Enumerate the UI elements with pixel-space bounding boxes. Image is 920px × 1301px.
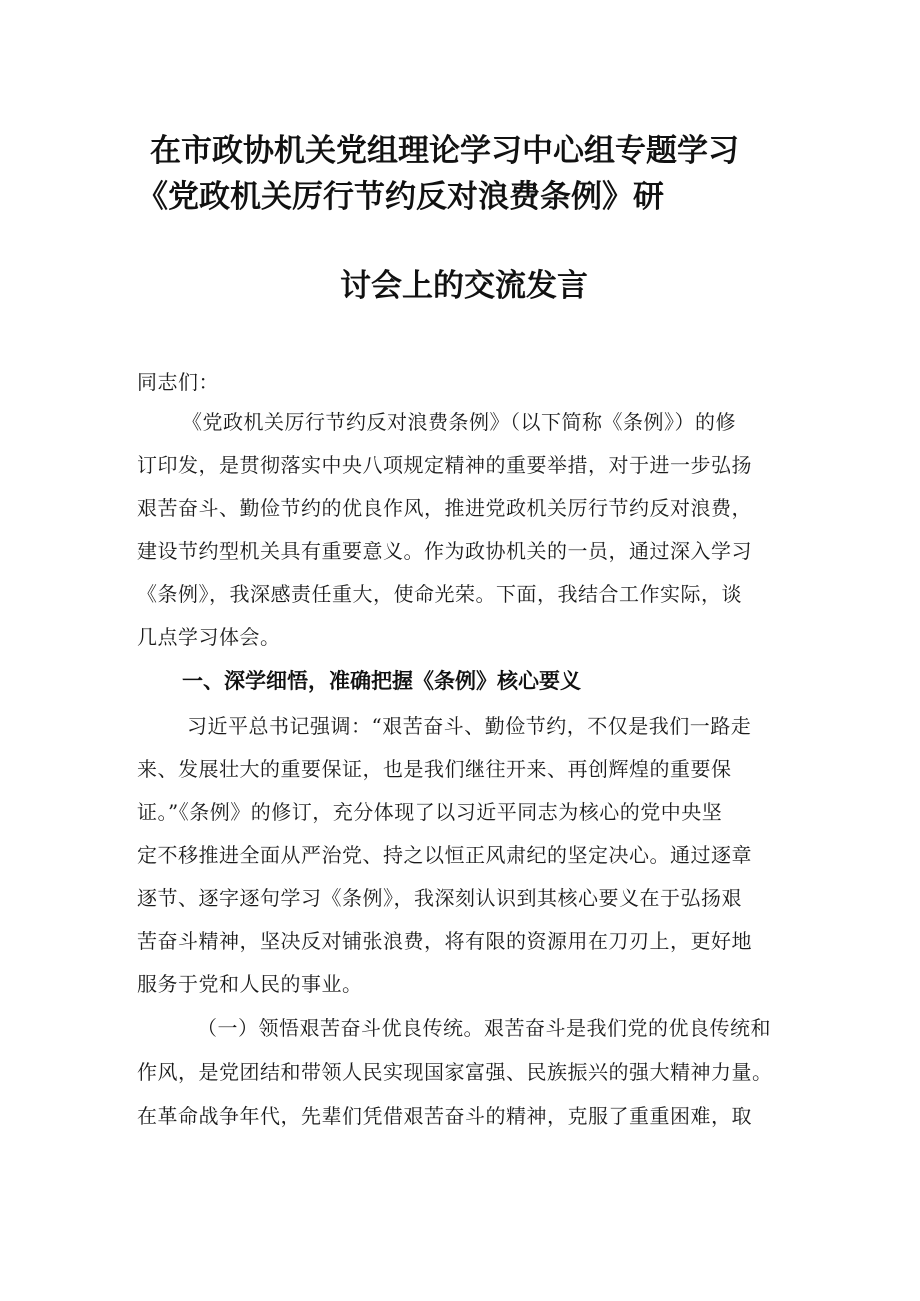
intro-paragraph-line: 艰苦奋斗、勤俭节约的优良作风，推进党政机关厉行节约反对浪费， <box>137 496 752 520</box>
section-paragraph-line: 服务于党和人民的事业。 <box>137 972 363 996</box>
intro-paragraph-line: 建设节约型机关具有重要意义。作为政协机关的一员，通过深入学习 <box>137 539 752 563</box>
section-paragraph-line: 习近平总书记强调：“艰苦奋斗、勤俭节约，不仅是我们一路走 <box>187 714 752 738</box>
section-paragraph-line: 证。”《条例》的修订，充分体现了以习近平同志为核心的党中央坚 <box>137 800 723 824</box>
document-title-line-2: 《党政机关厉行节约反对浪费条例》研 <box>137 179 664 215</box>
document-title-line-3: 讨会上的交流发言 <box>340 268 588 304</box>
salutation: 同志们： <box>137 370 219 394</box>
intro-paragraph-line: 订印发，是贯彻落实中央八项规定精神的重要举措，对于进一步弘扬 <box>137 453 752 477</box>
intro-paragraph-line: 《党政机关厉行节约反对浪费条例》（以下简称《条例》）的修 <box>182 410 736 434</box>
section-paragraph-line: 定不移推进全面从严治党、持之以恒正风肃纪的坚定决心。通过逐章 <box>137 843 752 867</box>
intro-paragraph-line: 几点学习体会。 <box>137 625 281 649</box>
section-paragraph-line: 逐节、逐字逐句学习《条例》，我深刻认识到其核心要义在于弘扬艰 <box>137 886 742 910</box>
subsection-paragraph-line: （一）领悟艰苦奋斗优良传统。艰苦奋斗是我们党的优良传统和 <box>197 1016 771 1040</box>
section-paragraph-line: 来、发展壮大的重要保证，也是我们继往开来、再创辉煌的重要保 <box>137 757 732 781</box>
intro-paragraph-line: 《条例》，我深感责任重大，使命光荣。下面，我结合工作实际，谈 <box>137 582 742 606</box>
section-heading: 一、深学细悟，准确把握《条例》核心要义 <box>182 669 581 693</box>
subsection-paragraph-line: 在革命战争年代，先辈们凭借艰苦奋斗的精神，克服了重重困难，取 <box>137 1104 752 1128</box>
section-paragraph-line: 苦奋斗精神，坚决反对铺张浪费，将有限的资源用在刀刃上，更好地 <box>137 929 752 953</box>
document-title-line-1: 在市政协机关党组理论学习中心组专题学习 <box>150 133 739 169</box>
subsection-paragraph-line: 作风，是党团结和带领人民实现国家富强、民族振兴的强大精神力量。 <box>137 1060 773 1084</box>
